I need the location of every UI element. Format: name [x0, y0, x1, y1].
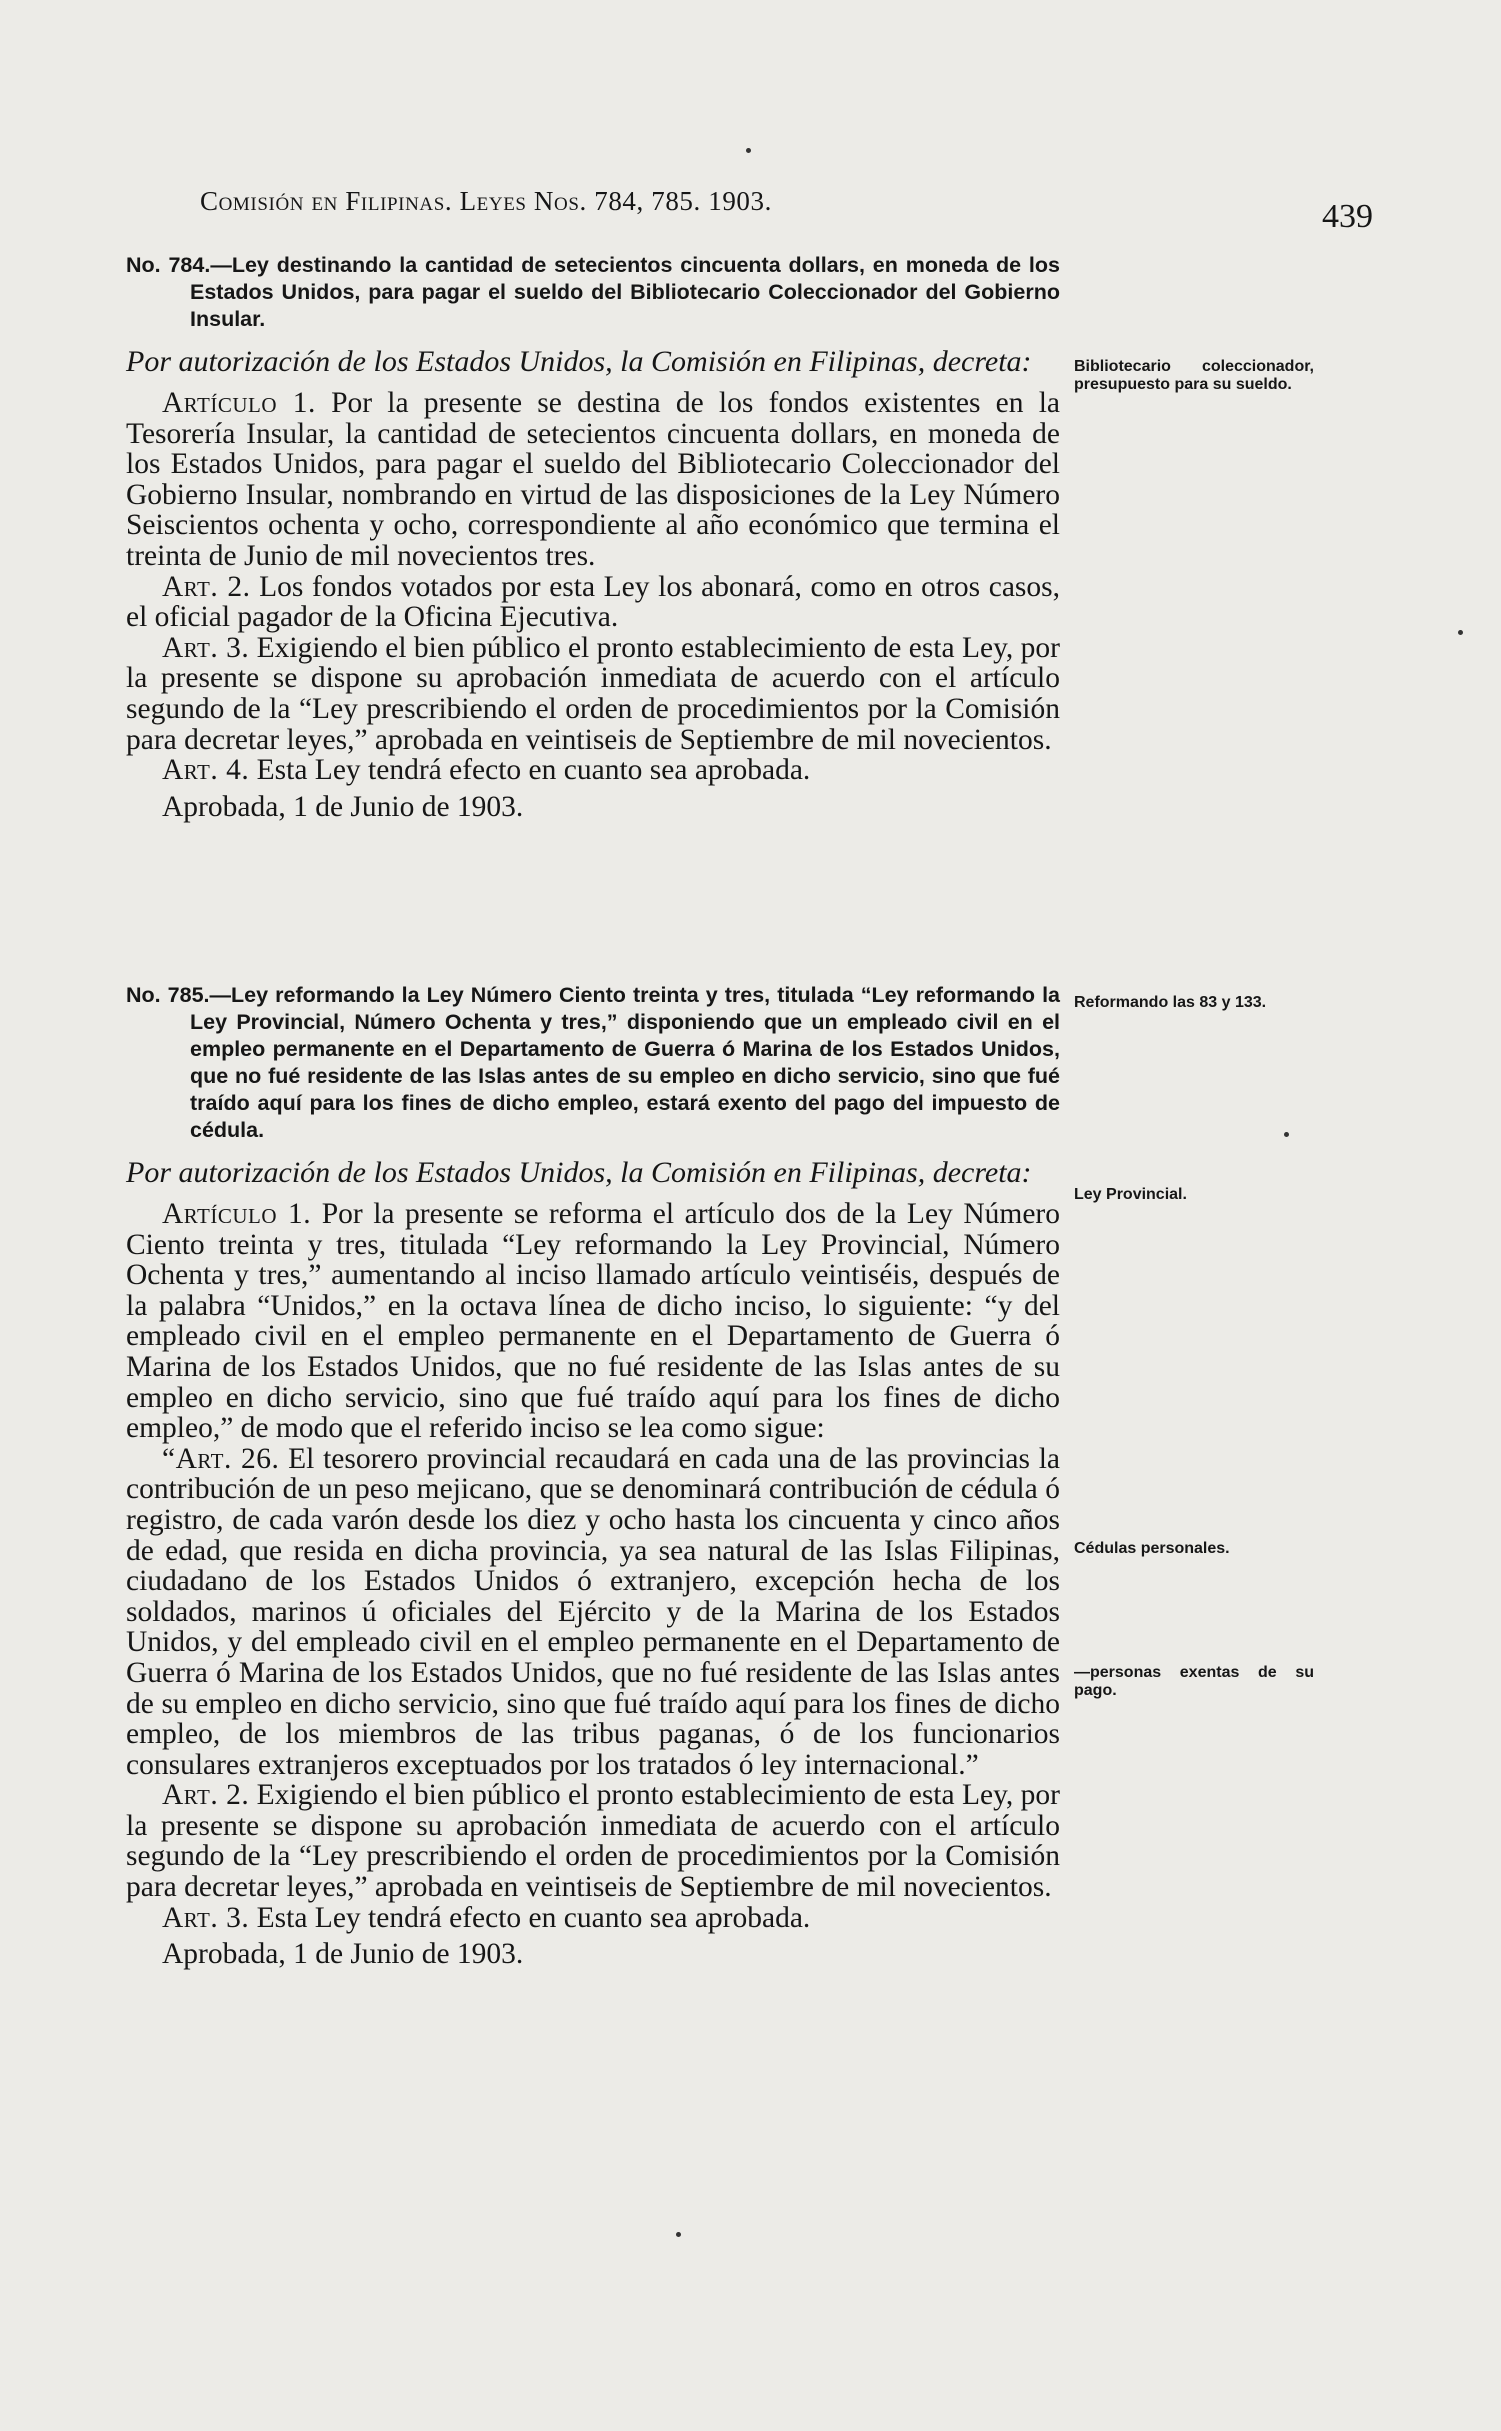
running-head: Comisión en Filipinas. Leyes Nos. 784, 785. 1903. [200, 186, 772, 216]
law-785-article-2 [126, 1780, 1060, 1902]
law-785-article-3 [126, 1903, 1060, 1934]
article-label: “Art. 26. [162, 1442, 280, 1475]
margin-note-reformando: Reformando las 83 y 133. [1074, 994, 1267, 1011]
law-784-enacting-clause: Por autorización de los Estados Unidos, la Comisión en Filipinas, decreta: [126, 345, 1032, 378]
law-785-quoted-article-26 [126, 1444, 1060, 1781]
article-text: Esta Ley tendrá efecto en cuanto sea aprobada. [249, 754, 811, 787]
article-label: Artículo 1. [162, 387, 316, 419]
page-number: 439 [1322, 198, 1373, 235]
scan-speck [676, 2232, 681, 2237]
law-784-section [126, 252, 1060, 823]
scan-speck [746, 148, 751, 153]
margin-note-personas-exentas: —personas exentas de su pago. [1074, 1664, 1314, 1699]
article-text: Exigiendo el bien público el pronto establecimiento de esta Ley, por la presente se dispone su aprobación inmediata de acuerdo con el artículo segundo de la “Ley prescribiendo el orden de procedimientos por la Comisión para decretar leyes,” aprobada en veintiseis de Septiembre de mil novecientos. [126, 631, 1060, 756]
law-784-article-4 [126, 755, 1060, 786]
article-label: Artículo 1. [162, 1198, 312, 1230]
margin-note-bibliotecario: Bibliotecario coleccionador, presupuesto para su sueldo. [1074, 358, 1314, 393]
law-785-heading [126, 982, 1060, 1144]
law-784-article-1 [126, 388, 1060, 572]
article-label: Art. 2. [162, 1779, 250, 1812]
article-text: Por la presente se destina de los fondos existentes en la Tesorería Insular, la cantidad de setecientos cincuenta dollars, en moneda de los Estados Unidos, para pagar el sueldo del Bibliotecario Coleccionador del Gobierno Insular, nombrando en virtud de las disposiciones de la Ley Número Seiscientos ochenta y ocho, correspondiente al año económico que termina el treinta de Junio de mil novecientos tres. [126, 387, 1060, 572]
article-text: Los fondos votados por esta Ley los abonará, como en otros casos, el oficial pagador de la Oficina Ejecutiva. [126, 570, 1060, 634]
law-785-number: No. 785. [126, 983, 210, 1007]
article-label: Art. 3. [162, 1901, 250, 1934]
law-785-title: —Ley reformando la Ley Número Ciento treinta y tres, titulada “Ley reformando la Ley Provincial, Número Ochenta y tres,” disponiendo que un empleado civil en el empleo permanente en el Departamento de Guerra ó Marina de los Estados Unidos, que no fué residente de las Islas antes de su empleo en dicho servicio, sino que fué traído aquí para los fines de dicho empleo, estará exento del pago del impuesto de cédula. [190, 983, 1061, 1142]
law-784-number: No. 784. [126, 253, 211, 277]
margin-note-cedulas: Cédulas personales. [1074, 1540, 1230, 1557]
law-784-article-2 [126, 572, 1060, 633]
article-text: Exigiendo el bien público el pronto establecimiento de esta Ley, por la presente se dispone su aprobación inmediata de acuerdo con el artículo segundo de la “Ley prescribiendo el orden de procedimientos por la Comisión para decretar leyes,” aprobada en veintiseis de Septiembre de mil novecientos. [126, 1779, 1060, 1904]
article-text: El tesorero provincial recaudará en cada una de las provincias la contribución de un peso mejicano, que se denominará contribución de cédula ó registro, de cada varón desde los diez y ocho hasta los cincuenta y cinco años de edad, que resida en dicha provincia, ya sea natural de las Islas Filipinas, ciudadano de los Estados Unidos ó extranjero, excepción hecha de los soldados, marinos ú oficiales del Ejército y de la Marina de los Estados Unidos, y del empleado civil en el empleo permanente en el Departamento de Guerra ó Marina de los Estados Unidos, que no fué residente de las Islas antes de su empleo en dicho servicio, sino que fué traído aquí para los fines de dicho empleo, de los miembros de las tribus paganas, ó de los funcionarios consulares extranjeros exceptuados por los tratados ó ley internacional.” [126, 1442, 1060, 1781]
law-785-approval-date: Aprobada, 1 de Junio de 1903. [162, 1938, 524, 1971]
law-785-article-1 [126, 1199, 1060, 1444]
law-784-article-3 [126, 633, 1060, 755]
law-785-enacting-clause: Por autorización de los Estados Unidos, la Comisión en Filipinas, decreta: [126, 1156, 1032, 1189]
law-784-body [126, 388, 1060, 786]
article-label: Art. 2. [162, 570, 251, 603]
law-785-body [126, 1199, 1060, 1933]
law-785-section [126, 982, 1060, 1970]
article-label: Art. 4. [162, 754, 250, 787]
law-784-title: —Ley destinando la cantidad de setecientos cincuenta dollars, en moneda de los Estados Unidos, para pagar el sueldo del Bibliotecario Coleccionador del Gobierno Insular. [190, 253, 1060, 331]
scan-speck [1284, 1132, 1289, 1137]
article-text: Por la presente se reforma el artículo dos de la Ley Número Ciento treinta y tres, titulada “Ley reformando la Ley Provincial, Número Ochenta y tres,” aumentando al inciso llamado artículo veintiséis, después de la palabra “Unidos,” en la octava línea de dicho inciso, lo siguiente: “y del empleado civil en el empleo permanente en el Departamento de Guerra ó Marina de los Estados Unidos, que no fué residente de las Islas antes de su empleo en dicho servicio, sino que fué traído aquí para los fines de dicho empleo,” de modo que el referido inciso se lea como sigue: [126, 1198, 1060, 1445]
article-label: Art. 3. [162, 631, 250, 664]
law-784-approval-date: Aprobada, 1 de Junio de 1903. [162, 790, 524, 823]
article-text: Esta Ley tendrá efecto en cuanto sea aprobada. [249, 1901, 811, 1934]
scan-speck [1458, 630, 1463, 635]
margin-note-ley-provincial: Ley Provincial. [1074, 1186, 1187, 1203]
law-784-heading [126, 252, 1060, 333]
